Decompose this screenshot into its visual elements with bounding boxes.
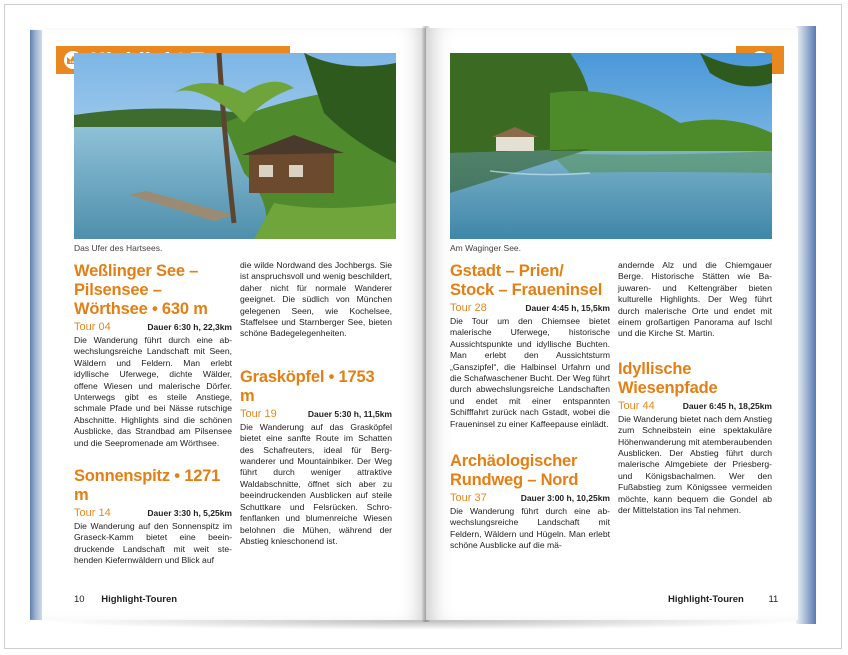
tour-duration: Dauer 3:30 h, 5,25km <box>147 508 232 519</box>
hartsee-photo <box>74 53 396 239</box>
tour-label: Tour 14 <box>74 507 111 520</box>
running-footer: Highlight-Touren <box>101 594 178 605</box>
tour-28-heading: Gstadt – Prien/ Stock – Fraueninsel <box>450 262 603 299</box>
tour-duration: Dauer 3:00 h, 10,25km <box>520 493 610 504</box>
tour-28-meta <box>450 302 610 314</box>
tour-label: Tour 37 <box>450 492 487 505</box>
tour-44-text: Die Wanderung bietet nach dem Anstieg zum Schneibstein eine spektakuläre Höhenwanderung mit atemberaubenden Ausblicken. Der Abstieg führt durch malerische Almgebiete der Priesberg- und Königsbachalmen. Wer den Fußabstieg zum Königssee vermeiden möchte, kann bequem die Gondel ab der Mittelstation ins Tal nehmen. <box>618 413 772 516</box>
book-edge-right <box>796 26 816 624</box>
tour-44-meta <box>618 400 772 412</box>
page-number: 10 <box>74 594 85 605</box>
tour-37-text: Die Wanderung führt durch eine abwechslungsreiche Landschaft mit Feldern, Wäldern und Hügeln. Man erlebt schöne Ausblicke auf die mä- <box>450 506 610 551</box>
page-footer-right <box>668 594 778 605</box>
photo-caption: Das Ufer des Hartsees. <box>74 243 163 253</box>
tour-label: Tour 44 <box>618 399 655 412</box>
tour-label: Tour 19 <box>240 407 277 420</box>
tour-duration: Dauer 4:45 h, 15,5km <box>525 303 610 313</box>
tour-04-heading: Weßlinger See – Pilsensee – Wörthsee • 630 m <box>74 262 208 318</box>
tour-duration: Dauer 6:30 h, 22,3km <box>147 322 232 332</box>
right-column-1 <box>450 262 610 552</box>
right-column-2 <box>618 260 772 517</box>
tour-19-meta <box>240 408 392 420</box>
tour-14-text: Die Wanderung auf den Sonnenspitz im Graseck-Kamm bietet eine beeindruckende Landschaft mit weit stehenden Kiefernwäldern und Blick auf <box>74 521 232 566</box>
waginger-see-photo <box>450 53 772 239</box>
left-column-2 <box>240 260 392 547</box>
tour-19-text: Die Wanderung auf das Grasköpfel bietet eine sanfte Route im Schatten des Schafreuters, ideal für Bergwanderer und Mountainbiker. Der Weg führt durch weniger attraktive Waldabschnitte, öffnet sich aber zu beeindruckenden Ausblicken auf steile Schuttkare und Felsrücken. Schrofenflanken und blumenreiche Wiesen belohnen die Mühen, während der Abstieg knieschonend ist. <box>240 421 392 546</box>
tour-duration: Dauer 6:45 h, 18,25km <box>682 400 772 411</box>
left-page <box>42 28 426 620</box>
running-footer: Highlight-Touren <box>668 594 744 605</box>
tour-04-meta <box>74 321 232 333</box>
tour-14-meta <box>74 507 232 519</box>
tour-28-text: Die Tour um den Chiemsee bietet malerische Uferwege, historische Aussichtspunkte und idyllische Buchten. Man erlebt den Aussichtsturm „Ganszipfel“, die Halbinsel Urfahrn und die Schafwaschener Bucht. Der Weg führt durch abwechslungsreiche Landschaften und endet mit einer entspannten Schifffahrt zurück nach Gstadt, wobei die Fraueninsel zu einer Kaffeepause einlädt. <box>450 316 610 429</box>
tour-04-text: Die Wanderung führt durch eine abwechslungsreiche Landschaft mit Seen, Wäldern und Feldern. Man erlebt idyllische Uferwege, dichte Wälder, offene Wiesen und malerische Dörfer. Unterwegs gibt es steile Anstiege, schmale Pfade und bei Nässe rutschige Abschnitte. Highlights sind die schönen Ausblicke, das Strandbad am Pilsensee und die Seepromenade am Wörthsee. <box>74 335 232 448</box>
right-page <box>426 28 798 620</box>
tour-duration: Dauer 5:30 h, 11,5km <box>307 408 392 419</box>
tour-37-heading: Archäologischer Rundweg – Nord <box>450 452 579 490</box>
tour-37-meta <box>450 492 610 504</box>
tour-label: Tour 28 <box>450 302 487 314</box>
page-number: 11 <box>768 594 779 605</box>
page-footer-left <box>74 594 177 605</box>
tour-label: Tour 04 <box>74 321 111 333</box>
photo-caption: Am Waginger See. <box>450 243 522 253</box>
continuation-text: die wilde Nordwand des Jochbergs. Sie ist anspruchsvoll und wenig beschildert, daher nicht für normale Wanderer geeignet. Die südlich von München gelegenen Seen, wie Kochelsee, Staffelsee und Starnberger See, bieten schöne Badegelegenheiten. <box>240 260 392 339</box>
tour-19-heading: Grasköpfel • 1753 m <box>240 367 375 405</box>
tour-14-heading: Sonnenspitz • 1271 m <box>74 467 221 505</box>
continuation-text: andernde Alz und die Chiemgauer Berge. Historische Stätten wie Bajuwaren- und Keltengräber bieten kulturelle Highlights. Der Weg führt durch malerische Orte und endet mit einem großartigen Panorama auf Ischl und die Kirche St. Martin. <box>618 260 772 339</box>
left-column-1 <box>74 262 232 567</box>
tour-44-heading: Idyllische Wiesenpfade <box>618 359 718 397</box>
